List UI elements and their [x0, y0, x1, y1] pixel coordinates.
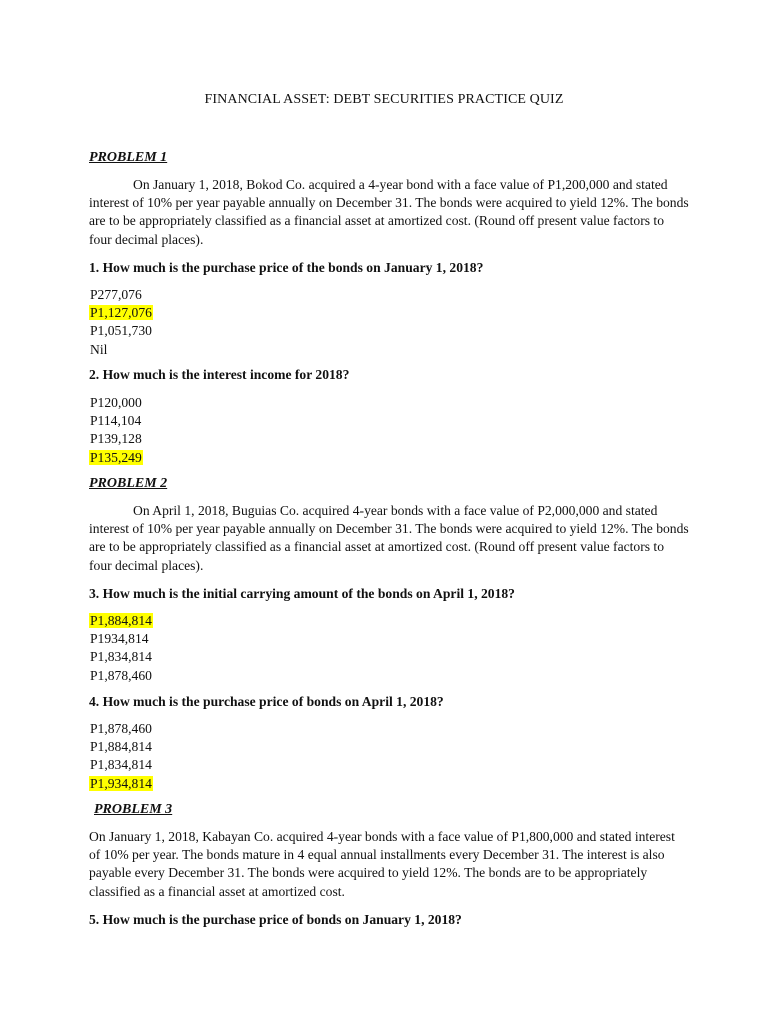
option-text-highlighted: P1,127,076	[90, 305, 152, 321]
option-text: P1934,814	[90, 631, 149, 647]
option-text: P114,104	[90, 413, 142, 429]
option-text: P1,834,814	[90, 649, 152, 665]
option-item	[89, 738, 153, 756]
document-title: FINANCIAL ASSET: DEBT SECURITIES PRACTICE QUIZ	[204, 92, 564, 107]
problem-2-text: On April 1, 2018, Buguias Co. acquired 4-year bonds with a face value of P2,000,000 and stated interest of 10% per year payable annually on December 31. The bonds were acquired to yield 12%. The bonds are to be appropriately classified as a financial asset at amortized cost. (Round off present value factors to four decimal places).	[89, 503, 689, 573]
option-item	[89, 430, 143, 448]
option-text: P1,884,814	[90, 739, 152, 755]
option-item	[89, 286, 153, 304]
option-text-highlighted: P135,249	[90, 449, 142, 465]
problem-2-heading: PROBLEM 2	[89, 476, 168, 491]
option-item	[89, 667, 153, 685]
option-text: P1,051,730	[90, 323, 152, 339]
option-text: Nil	[90, 341, 108, 357]
option-item	[89, 322, 153, 340]
question-5: 5. How much is the purchase price of bonds on January 1, 2018?	[89, 912, 462, 927]
option-item	[89, 775, 153, 793]
problem-3-heading: PROBLEM 3	[94, 802, 173, 817]
option-text: P120,000	[90, 395, 142, 410]
option-text-highlighted: P1,934,814	[90, 775, 152, 791]
option-item	[89, 412, 143, 430]
question-2-options	[89, 394, 143, 467]
option-text: P1,878,460	[90, 721, 152, 736]
question-4: 4. How much is the purchase price of bonds on April 1, 2018?	[89, 694, 444, 709]
option-text: P139,128	[90, 431, 142, 447]
option-text: P1,834,814	[90, 757, 152, 773]
option-text: P277,076	[90, 287, 142, 302]
problem-3-text: On January 1, 2018, Kabayan Co. acquired 4-year bonds with a face value of P1,800,000 and stated interest of 10% per year. The bonds mature in 4 equal annual installments every December 31. The interest is also payable every December 31. The bonds were acquired to yield 12%. The bonds are to be appropriately classified as a financial asset at amortized cost.	[89, 829, 675, 899]
option-item	[89, 756, 153, 774]
option-item	[89, 720, 153, 738]
question-1-options	[89, 286, 153, 359]
question-3-options	[89, 612, 153, 685]
question-3: 3. How much is the initial carrying amount of the bonds on April 1, 2018?	[89, 586, 515, 601]
option-text-highlighted: P1,884,814	[90, 613, 152, 628]
question-2: 2. How much is the interest income for 2018?	[89, 367, 350, 382]
problem-1-text: On January 1, 2018, Bokod Co. acquired a 4-year bond with a face value of P1,200,000 and stated interest of 10% per year payable annually on December 31. The bonds were acquired to yield 12%. The bonds are to be appropriately classified as a financial asset at amortized cost. (Round off present value factors to four decimal places).	[89, 177, 689, 247]
option-item	[89, 648, 153, 666]
option-item	[89, 612, 153, 630]
problem-1-heading: PROBLEM 1	[89, 150, 168, 165]
option-item	[89, 449, 143, 467]
option-item	[89, 394, 143, 412]
option-item	[89, 341, 153, 359]
option-text: P1,878,460	[90, 667, 152, 683]
option-item	[89, 630, 153, 648]
question-1: 1. How much is the purchase price of the bonds on January 1, 2018?	[89, 260, 484, 275]
option-item	[89, 304, 153, 322]
question-4-options	[89, 720, 153, 793]
